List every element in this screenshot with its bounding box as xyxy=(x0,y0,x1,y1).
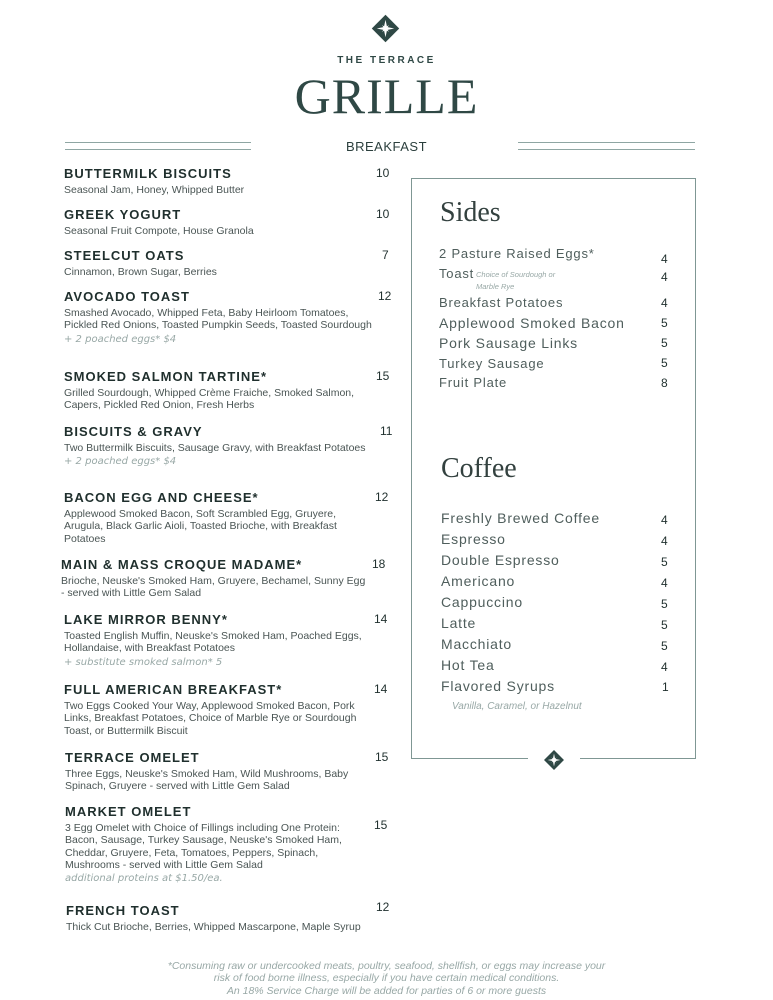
menu-item xyxy=(64,369,394,412)
item-name: MARKET OMELET xyxy=(65,804,192,819)
logo-star-icon xyxy=(369,12,402,45)
disclaimer-line: risk of food borne illness, especially if you have certain medical conditions. xyxy=(213,972,560,985)
coffee-item-name: Espresso xyxy=(441,531,506,547)
item-price: 11 xyxy=(380,424,393,438)
service-charge-line: An 18% Service Charge will be added for parties of 6 or more guests xyxy=(226,984,547,997)
menu-item xyxy=(64,248,394,278)
coffee-item-price: 4 xyxy=(661,576,668,590)
menu-item xyxy=(64,612,394,668)
menu-item xyxy=(64,289,394,345)
item-description: Two Eggs Cooked Your Way, Applewood Smoked Bacon, Pork Links, Breakfast Potatoes, Choice of Marble Rye or Sourdough Toast, or Buttermilk Biscuit xyxy=(64,700,357,737)
item-name: FRENCH TOAST xyxy=(66,903,180,918)
item-price: 15 xyxy=(375,750,389,764)
coffee-item-name: Macchiato xyxy=(441,636,513,652)
side-item-name: 2 Pasture Raised Eggs* xyxy=(439,246,595,261)
item-description: Seasonal Jam, Honey, Whipped Butter xyxy=(64,184,245,196)
side-item-note: Choice of Sourdough or Marble Rye xyxy=(476,270,556,291)
side-item-price: 4 xyxy=(661,270,668,284)
item-name: MAIN & MASS CROQUE MADAME* xyxy=(61,557,303,572)
side-item-name: Applewood Smoked Bacon xyxy=(439,315,625,331)
item-price: 7 xyxy=(382,248,389,262)
side-item-price: 4 xyxy=(661,296,668,310)
menu-item xyxy=(66,900,396,933)
item-price: 14 xyxy=(374,682,388,696)
item-price: 15 xyxy=(374,818,388,832)
item-price: 12 xyxy=(378,289,392,303)
side-item-price: 5 xyxy=(661,336,668,350)
coffee-item-price: 5 xyxy=(661,639,668,653)
brand-title: GRILLE xyxy=(294,68,479,124)
menu-item xyxy=(64,207,394,237)
side-item-name: Turkey Sausage xyxy=(439,356,545,371)
item-name: LAKE MIRROR BENNY* xyxy=(64,612,228,627)
menu-item xyxy=(64,490,394,545)
coffee-item-name: Americano xyxy=(441,573,516,589)
coffee-item-name: Freshly Brewed Coffee xyxy=(441,510,600,526)
menu-item xyxy=(64,682,394,737)
item-description: Grilled Sourdough, Whipped Crème Fraiche, Smoked Salmon, Capers, Pickled Red Onion, Fresh Herbs xyxy=(64,387,355,412)
sides-heading: Sides xyxy=(440,197,501,228)
disclaimer-line: *Consuming raw or undercooked meats, poultry, seafood, shellfish, or eggs may increase your xyxy=(167,960,606,972)
side-item-price: 5 xyxy=(661,316,668,330)
item-price: 10 xyxy=(376,166,390,180)
coffee-item-price: 5 xyxy=(661,597,668,611)
double-rule-right xyxy=(518,142,695,150)
coffee-heading: Coffee xyxy=(441,453,517,484)
item-price: 10 xyxy=(376,207,390,221)
item-price: 12 xyxy=(376,900,390,914)
item-addon-note: additional proteins at $1.50/ea. xyxy=(65,873,223,885)
menu-item xyxy=(65,804,395,884)
item-price: 14 xyxy=(374,612,388,626)
menu-item xyxy=(61,557,391,600)
item-name: AVOCADO TOAST xyxy=(64,289,190,304)
menu-item xyxy=(64,424,394,467)
item-addon-note: + 2 poached eggs* $4 xyxy=(64,456,177,468)
item-description: Cinnamon, Brown Sugar, Berries xyxy=(64,266,217,278)
item-name: STEELCUT OATS xyxy=(64,248,185,263)
menu-item xyxy=(64,166,394,196)
item-name: SMOKED SALMON TARTINE* xyxy=(64,369,268,384)
item-description: Thick Cut Brioche, Berries, Whipped Mascarpone, Maple Syrup xyxy=(66,921,361,933)
item-description: 3 Egg Omelet with Choice of Fillings including One Protein: Bacon, Sausage, Turkey Sausage, Neuske's Smoked Ham, Cheddar, Gruyere, Feta, Tomatoes, Peppers, Spinach, Mushrooms - served with Little Gem Salad xyxy=(65,822,342,871)
side-item-name: Pork Sausage Links xyxy=(439,335,578,351)
item-name: BACON EGG AND CHEESE* xyxy=(64,490,259,505)
item-description: Smashed Avocado, Whipped Feta, Baby Heirloom Tomatoes, Pickled Red Onions, Toasted Pumpkin Seeds, Toasted Sourdough xyxy=(64,307,372,332)
footer-disclaimer xyxy=(100,960,673,997)
item-description: Three Eggs, Neuske's Smoked Ham, Wild Mushrooms, Baby Spinach, Gruyere - served with Little Gem Salad xyxy=(65,768,349,793)
item-description: Two Buttermilk Biscuits, Sausage Gravy, with Breakfast Potatoes xyxy=(64,442,366,454)
coffee-item-price: 4 xyxy=(661,513,668,527)
item-name: GREEK YOGURT xyxy=(64,207,182,222)
syrup-flavors-note: Vanilla, Caramel, or Hazelnut xyxy=(452,701,582,712)
item-price: 12 xyxy=(375,490,389,504)
divider-star-icon xyxy=(542,748,566,772)
item-price: 18 xyxy=(372,557,386,571)
side-item-name: Toast xyxy=(439,266,475,281)
coffee-item-name: Flavored Syrups xyxy=(441,678,555,694)
coffee-item-price: 1 xyxy=(662,680,669,694)
side-item-name: Breakfast Potatoes xyxy=(439,295,564,310)
coffee-item-price: 4 xyxy=(661,534,668,548)
item-description: Applewood Smoked Bacon, Soft Scrambled Egg, Gruyere, Arugula, Black Garlic Aioli, Toasted Brioche, with Breakfast Potatoes xyxy=(64,508,337,545)
side-item-price: 8 xyxy=(661,376,668,390)
coffee-item-name: Hot Tea xyxy=(441,657,495,673)
side-item-price: 5 xyxy=(661,356,668,370)
item-name: BUTTERMILK BISCUITS xyxy=(64,166,232,181)
item-description: Toasted English Muffin, Neuske's Smoked Ham, Poached Eggs, Hollandaise, with Breakfast Potatoes xyxy=(64,630,362,655)
item-addon-note: + substitute smoked salmon* 5 xyxy=(64,656,223,668)
coffee-item-price: 4 xyxy=(661,660,668,674)
item-name: TERRACE OMELET xyxy=(65,750,200,765)
item-price: 15 xyxy=(376,369,390,383)
menu-item xyxy=(65,750,395,793)
item-name: BISCUITS & GRAVY xyxy=(64,424,203,439)
section-title: BREAKFAST xyxy=(345,139,428,154)
coffee-item-price: 5 xyxy=(661,555,668,569)
side-item-name: Fruit Plate xyxy=(439,375,508,390)
double-rule-left xyxy=(65,142,251,150)
item-name: FULL AMERICAN BREAKFAST* xyxy=(64,682,283,697)
item-description: Brioche, Neuske's Smoked Ham, Gruyere, Bechamel, Sunny Egg - served with Little Gem Salad xyxy=(61,575,366,600)
brand-subtitle: THE TERRACE xyxy=(337,55,436,66)
coffee-item-name: Double Espresso xyxy=(441,552,560,568)
coffee-item-name: Cappuccino xyxy=(441,594,523,610)
coffee-item-price: 5 xyxy=(661,618,668,632)
coffee-item-name: Latte xyxy=(441,615,477,631)
side-item-price: 4 xyxy=(661,252,668,266)
item-addon-note: + 2 poached eggs* $4 xyxy=(64,333,177,345)
item-description: Seasonal Fruit Compote, House Granola xyxy=(64,225,254,237)
